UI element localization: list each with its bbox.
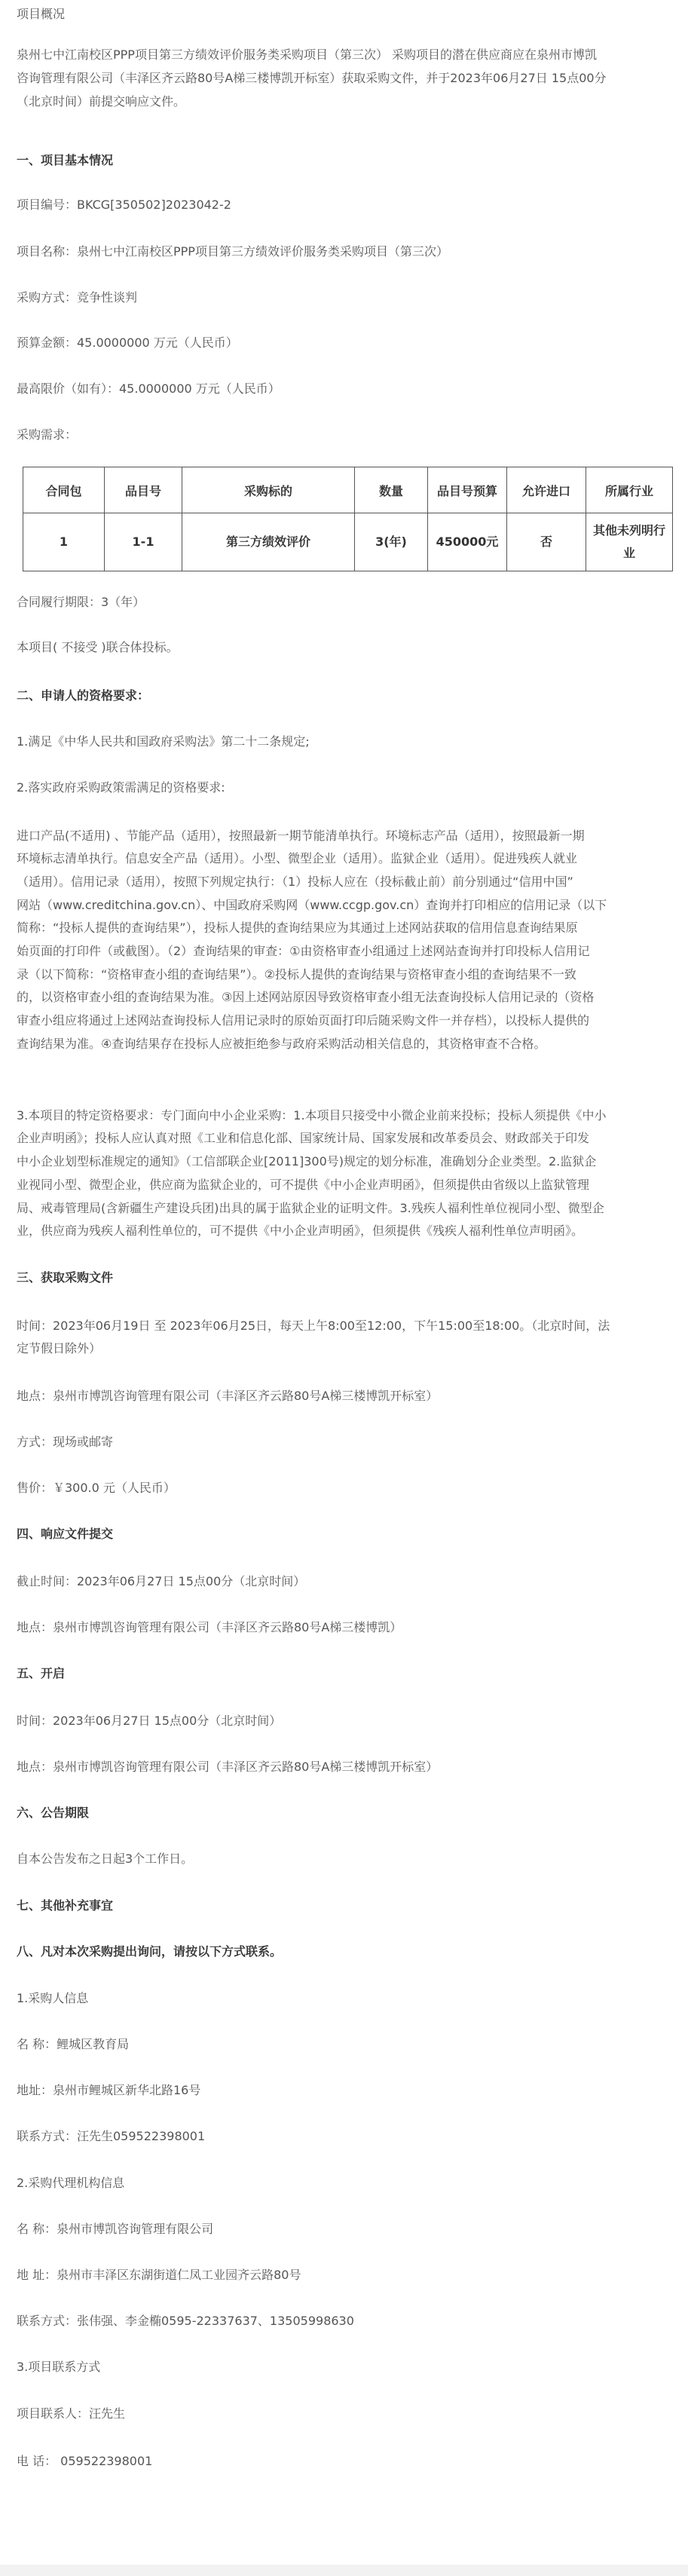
agency-contact: 联系方式：张伟强、李金椭0595-22337637、13505998630	[17, 2314, 354, 2328]
table-cell: 否	[507, 513, 586, 571]
project-contact-person: 项目联系人：汪先生	[17, 2406, 126, 2421]
section-heading: 四、响应文件提交	[17, 1527, 114, 1541]
obtain-time-line: 时间：2023年06月19日 至 2023年06月25日，每天上午8:00至12:00，下午15:00至18:00。（北京时间，法	[17, 1319, 610, 1333]
section-heading: 八、凡对本次采购提出询问，请按以下方式联系。	[17, 1944, 283, 1959]
policy-text-line: 网站（www.creditchina.gov.cn）、中国政府采购网（www.ccgp.gov.cn）查询并打印相应的信用记录（以下	[17, 898, 607, 912]
policy-text-line: 的，以资格审查小组的查询结果为准。③因上述网站原因导致资格审查小组无法查询投标人信用记录的（资格	[17, 990, 595, 1004]
policy-text-line: （适用）。信用记录（适用），按照下列规定执行：（1）投标人应在（投标截止前）前分别通过“信用中国”	[17, 874, 573, 889]
overview-text-line: 咨询管理有限公司（丰泽区齐云路80号A梯三楼博凯开标室）获取采购文件，并于2023年06月27日 15点00分	[17, 71, 607, 85]
opening-time: 时间：2023年06月27日 15点00分（北京时间）	[17, 1714, 282, 1728]
obtain-place: 地点：泉州市博凯咨询管理有限公司（丰泽区齐云路80号A梯三楼博凯开标室）	[17, 1389, 439, 1403]
table-row	[23, 513, 673, 571]
policy-text-line: 始页面的打印件（或截图）。（2）查询结果的审查：①由资格审查小组通过上述网站查询并打印投标人信用记	[17, 944, 590, 958]
consortium-note: 本项目( 不接受 )联合体投标。	[17, 640, 179, 654]
table-cell: 1-1	[105, 513, 182, 571]
table-header-cell: 合同包	[23, 467, 105, 513]
policy-text-line: 审查小组应将通过上述网站查询投标人信用记录时的原始页面打印后随采购文件一并存档），以投标人提供的	[17, 1013, 590, 1028]
notice-period: 自本公告发布之日起3个工作日。	[17, 1852, 194, 1866]
overview-text-line: 泉州七中江南校区PPP项目第三方绩效评价服务类采购项目（第三次） 采购项目的潜在供应商应在泉州市博凯	[17, 47, 598, 62]
section-heading: 二、申请人的资格要求：	[17, 688, 150, 703]
table-header-row	[23, 467, 673, 513]
submission-deadline: 截止时间：2023年06月27日 15点00分（北京时间）	[17, 1574, 306, 1588]
budget-amount: 预算金额：45.0000000 万元（人民币）	[17, 335, 238, 350]
sme-text-line: 业视同小型、微型企业，供应商为监狱企业的，可不提供《中小企业声明函》，但须提供由省级以上监狱管理	[17, 1178, 590, 1192]
section-heading: 三、获取采购文件	[17, 1270, 114, 1285]
table-header-cell: 数量	[355, 467, 428, 513]
demand-label: 采购需求：	[17, 427, 78, 442]
overview-title: 项目概况	[17, 7, 66, 21]
buyer-name: 名 称：鲤城区教育局	[17, 2037, 130, 2051]
policy-text-line: 简称：“投标人提供的查询结果”），投标人提供的查询结果应为其通过上述网站获取的信用信息查询结果原	[17, 920, 578, 935]
table-header-cell: 品目号预算	[428, 467, 507, 513]
table-header-cell: 品目号	[105, 467, 182, 513]
policy-text-line: 录（以下简称：“资格审查小组的查询结果”）。②投标人提供的查询结果与资格审查小组的查询结果不一致	[17, 967, 576, 982]
table-cell: 其他未列明行业	[586, 513, 673, 571]
table-cell: 1	[23, 513, 105, 571]
sme-text-line: 企业声明函》；投标人应认真对照《工业和信息化部、国家统计局、国家发展和改革委员会、财政部关于印发	[17, 1131, 590, 1145]
qualification-req-2: 2.落实政府采购政策需满足的资格要求:	[17, 780, 225, 795]
table-header-cell: 采购标的	[182, 467, 355, 513]
sme-text-line: 3.本项目的特定资格要求：专门面向中小企业采购：1.本项目只接受中小微企业前来投标；投标人须提供《中小	[17, 1108, 607, 1123]
agency-name: 名 称：泉州市博凯咨询管理有限公司	[17, 2222, 214, 2236]
buyer-info-title: 1.采购人信息	[17, 1991, 89, 2005]
buyer-address: 地址：泉州市鲤城区新华北路16号	[17, 2083, 201, 2097]
table-cell: 450000元	[428, 513, 507, 571]
table-header-cell: 允许进口	[507, 467, 586, 513]
policy-text-line: 查询结果为准。④查询结果存在投标人应被拒绝参与政府采购活动相关信息的，其资格审查不合格。	[17, 1037, 546, 1051]
agency-info-title: 2.采购代理机构信息	[17, 2176, 125, 2190]
procurement-method: 采购方式：竞争性谈判	[17, 290, 138, 305]
section-heading: 七、其他补充事宜	[17, 1898, 114, 1913]
obtain-time-line: 定节假日除外）	[17, 1341, 102, 1355]
contract-period: 合同履行期限：3（年）	[17, 595, 145, 609]
project-contact-title: 3.项目联系方式	[17, 2360, 101, 2374]
policy-text-line: 进口产品(不适用) 、节能产品（适用），按照最新一期节能清单执行。环境标志产品（适用），按照最新一期	[17, 829, 585, 843]
project-contact-phone: 电 话： 059522398001	[17, 2454, 153, 2468]
procurement-demand-table	[23, 467, 673, 571]
sme-text-line: 中小企业划型标准规定的通知》（工信部联企业[2011]300号)规定的划分标准，准确划分企业类型。2.监狱企	[17, 1154, 597, 1169]
document-price: 售价：￥300.0 元（人民币）	[17, 1481, 176, 1495]
page-footer-bar	[0, 2565, 688, 2576]
qualification-req-1: 1.满足《中华人民共和国政府采购法》第二十二条规定;	[17, 734, 310, 749]
sme-text-line: 局、戒毒管理局(含新疆生产建设兵团)出具的属于监狱企业的证明文件。3.残疾人福利性单位视同小型、微型企	[17, 1201, 604, 1215]
opening-place: 地点：泉州市博凯咨询管理有限公司（丰泽区齐云路80号A梯三楼博凯开标室）	[17, 1760, 439, 1774]
sme-text-line: 业，供应商为残疾人福利性单位的，可不提供《中小企业声明函》，但须提供《残疾人福利性单位声明函》。	[17, 1224, 584, 1238]
section-heading: 六、公告期限	[17, 1806, 90, 1820]
agency-address: 地 址：泉州市丰泽区东湖街道仁凤工业园齐云路80号	[17, 2268, 301, 2282]
section-heading: 五、开启	[17, 1666, 66, 1680]
submission-place: 地点：泉州市博凯咨询管理有限公司（丰泽区齐云路80号A梯三楼博凯）	[17, 1620, 402, 1634]
obtain-way: 方式：现场或邮寄	[17, 1435, 114, 1449]
max-price: 最高限价（如有）：45.0000000 万元（人民币）	[17, 381, 280, 396]
section-heading: 一、项目基本情况	[17, 153, 114, 167]
table-header-cell: 所属行业	[586, 467, 673, 513]
project-number: 项目编号：BKCG[350502]2023042-2	[17, 198, 231, 212]
table-cell: 第三方绩效评价	[182, 513, 355, 571]
policy-text-line: 环境标志清单执行。信息安全产品（适用）。小型、微型企业（适用）。监狱企业（适用）。促进残疾人就业	[17, 851, 578, 865]
table-cell: 3(年)	[355, 513, 428, 571]
overview-text-line: （北京时间）前提交响应文件。	[17, 94, 186, 109]
project-name: 项目名称：泉州七中江南校区PPP项目第三方绩效评价服务类采购项目（第三次）	[17, 244, 448, 259]
buyer-contact: 联系方式：汪先生059522398001	[17, 2129, 206, 2143]
